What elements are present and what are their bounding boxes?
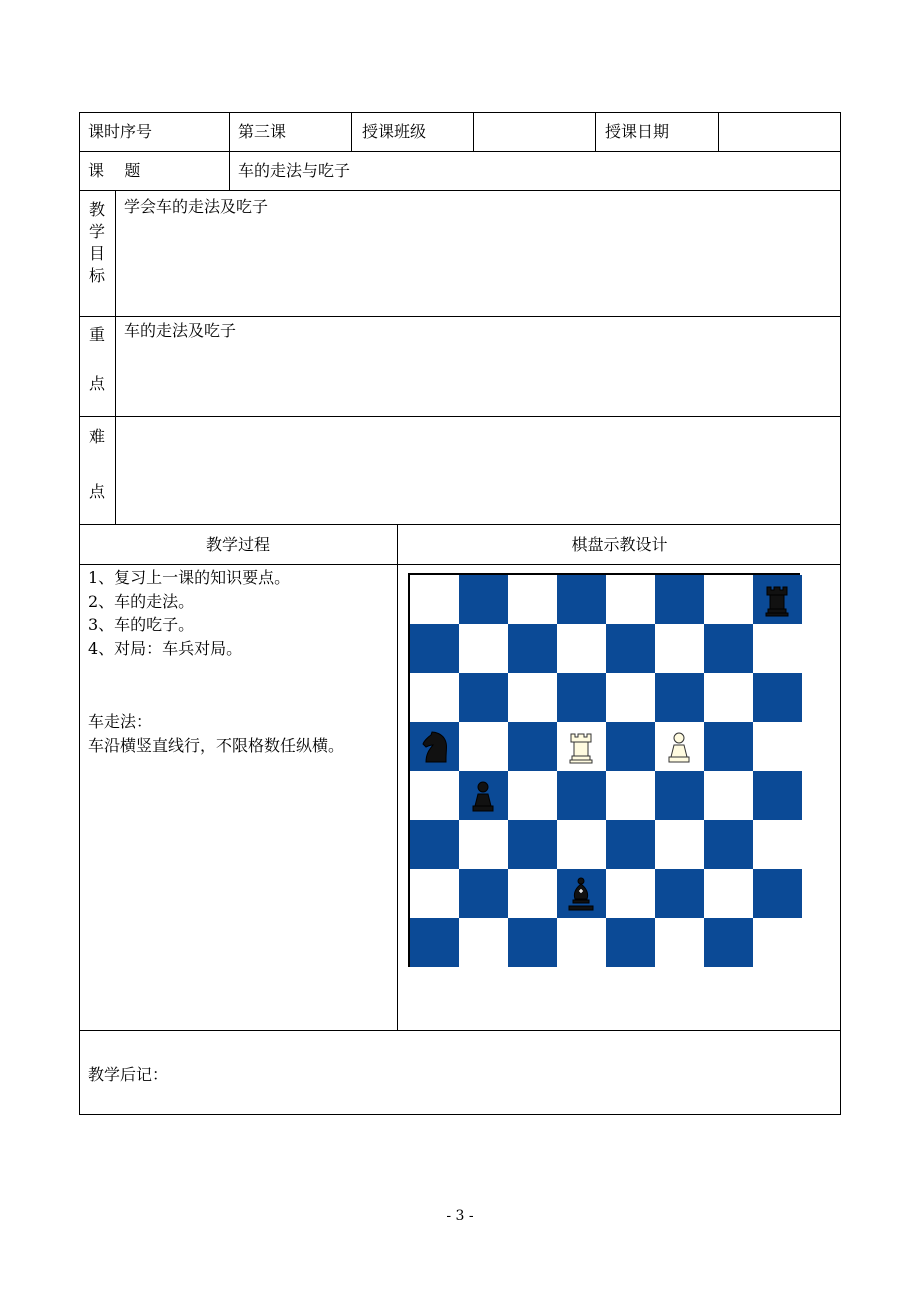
board-square (753, 918, 802, 967)
board-square (459, 673, 508, 722)
board-square (459, 624, 508, 673)
board-square (704, 624, 753, 673)
board-square (704, 771, 753, 820)
board-square (459, 869, 508, 918)
class-label: 授课班级 (362, 122, 427, 141)
col-divider (473, 112, 474, 151)
board-square (557, 575, 606, 624)
board-header: 棋盘示教设计 (571, 535, 668, 554)
board-square (606, 918, 655, 967)
board-square (508, 820, 557, 869)
board-square (606, 771, 655, 820)
row-divider (79, 316, 116, 317)
board-square (508, 918, 557, 967)
white-pawn-icon (659, 726, 699, 766)
key-point-label-char: 重 (88, 325, 105, 344)
board-square (704, 820, 753, 869)
row-divider (115, 316, 841, 317)
rook-move-title: 车走法： (88, 712, 153, 731)
white-rook-icon (561, 726, 601, 766)
page-number: - 3 - (446, 1208, 474, 1224)
row-divider (79, 1030, 841, 1031)
col-divider (718, 112, 719, 151)
row-divider (79, 190, 841, 191)
board-square (606, 869, 655, 918)
board-square (704, 869, 753, 918)
board-square (508, 771, 557, 820)
black-rook-icon (757, 579, 797, 619)
chess-board (408, 573, 800, 967)
date-label: 授课日期 (605, 122, 670, 141)
board-square (655, 918, 704, 967)
board-square (606, 722, 655, 771)
col-divider (115, 190, 116, 524)
board-square (655, 820, 704, 869)
row-divider (79, 416, 841, 417)
board-square (704, 918, 753, 967)
board-square (410, 771, 459, 820)
board-square (557, 918, 606, 967)
process-item: 4、对局：车兵对局。 (88, 639, 243, 658)
topic-value: 车的走法与吃子 (238, 161, 351, 180)
board-square (459, 575, 508, 624)
board-square (508, 624, 557, 673)
key-point-value: 车的走法及吃子 (124, 321, 237, 340)
goal-label-char: 学 (88, 222, 105, 241)
board-square (557, 624, 606, 673)
board-square (459, 918, 508, 967)
col-divider (397, 524, 398, 1030)
lesson-no-value: 第三课 (238, 122, 287, 141)
key-point-label-char: 点 (88, 374, 105, 393)
notes-label: 教学后记： (88, 1065, 169, 1084)
board-square (410, 820, 459, 869)
col-divider (229, 112, 230, 191)
black-knight-icon (414, 726, 454, 766)
board-square (753, 624, 802, 673)
row-divider (79, 524, 841, 525)
col-divider (351, 112, 352, 151)
lesson-no-label: 课时序号 (88, 122, 153, 141)
board-square (508, 869, 557, 918)
rook-move-text: 车沿横竖直线行，不限格数任纵横。 (88, 736, 345, 755)
board-square (508, 722, 557, 771)
goal-label-char: 标 (88, 266, 105, 285)
process-header: 教学过程 (205, 535, 270, 554)
board-square (704, 673, 753, 722)
board-square (606, 820, 655, 869)
board-square (606, 673, 655, 722)
process-item: 3、车的吃子。 (88, 615, 195, 634)
board-square (557, 673, 606, 722)
board-square (410, 575, 459, 624)
board-square (655, 575, 704, 624)
board-square (557, 771, 606, 820)
board-square (753, 820, 802, 869)
board-square (410, 673, 459, 722)
board-square (459, 722, 508, 771)
board-square (704, 722, 753, 771)
board-square (606, 575, 655, 624)
row-divider (79, 564, 841, 565)
board-square (655, 869, 704, 918)
process-item: 2、车的走法。 (88, 592, 195, 611)
process-item: 1、复习上一课的知识要点。 (88, 568, 291, 587)
topic-label: 课 题 (88, 161, 141, 180)
board-square (606, 624, 655, 673)
board-square (753, 722, 802, 771)
board-square (410, 918, 459, 967)
board-square (410, 624, 459, 673)
board-square (410, 869, 459, 918)
black-pawn-icon (463, 775, 503, 815)
goal-label-char: 教 (88, 200, 105, 219)
board-square (655, 771, 704, 820)
goal-value: 学会车的走法及吃子 (124, 197, 269, 216)
board-square (753, 771, 802, 820)
difficulty-label-char: 点 (88, 482, 105, 501)
board-square (655, 673, 704, 722)
board-square (655, 624, 704, 673)
board-square (459, 820, 508, 869)
board-square (557, 820, 606, 869)
col-divider (595, 112, 596, 151)
row-divider (79, 151, 841, 152)
board-square (508, 673, 557, 722)
board-square (753, 869, 802, 918)
difficulty-label-char: 难 (88, 427, 105, 446)
board-square (753, 673, 802, 722)
board-square (508, 575, 557, 624)
goal-label-char: 目 (88, 244, 105, 263)
black-bishop-icon (561, 873, 601, 913)
board-square (704, 575, 753, 624)
